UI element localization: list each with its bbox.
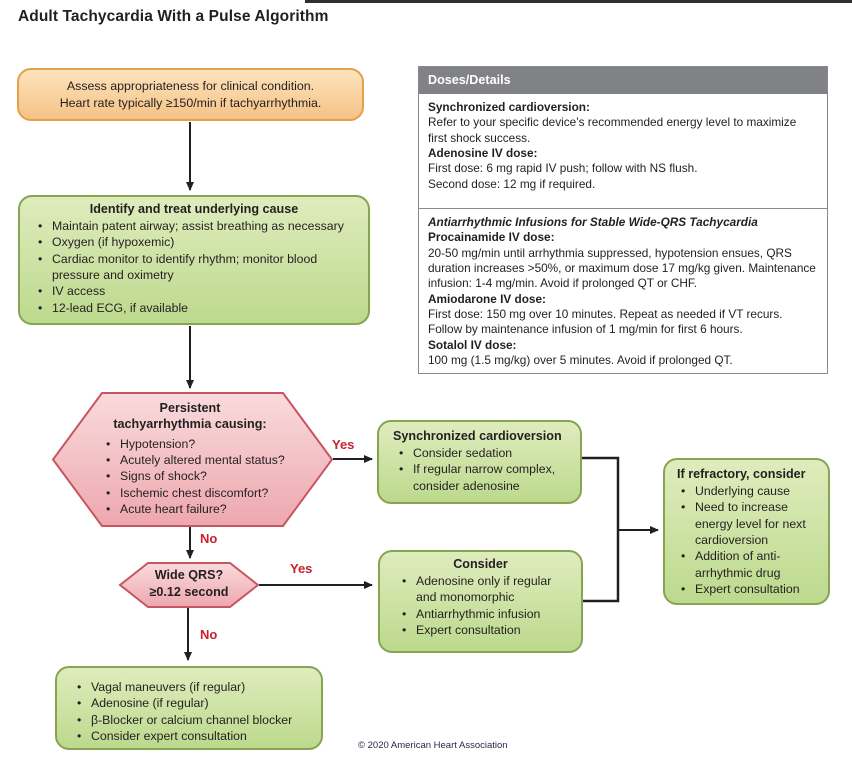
list-item: • Cardiac monitor to identify rhythm; monitor blood pressure and oximetry	[38, 251, 360, 284]
label-no-wide-qrs: No	[200, 627, 218, 642]
list-item: • Expert consultation	[681, 581, 820, 597]
dd-line: Refer to your specific device’s recommended energy level to maximize first shock success.	[428, 115, 797, 145]
list-item: • If regular narrow complex, consider adenosine	[399, 461, 572, 494]
persistent-title-line-1: Persistent	[159, 401, 221, 415]
dd-line: First dose: 150 mg over 10 minutes. Repeat as needed if VT recurs. Follow by maintenance infusion of 1 mg/min for first 6 hours.	[428, 306, 783, 337]
list-item: • Acute heart failure?	[106, 501, 314, 517]
list-item: • Consider expert consultation	[77, 728, 313, 744]
refractory-title: If refractory, consider	[677, 467, 806, 481]
list-item: • Need to increase energy level for next cardioversion	[681, 499, 820, 548]
list-item: • β-Blocker or calcium channel blocker	[77, 712, 313, 728]
dd-line: Adenosine IV dose:	[428, 145, 538, 160]
list-item: • Underlying cause	[681, 483, 820, 499]
dd-line: Antiarrhythmic Infusions for Stable Wide-QRS Tachycardia	[428, 215, 758, 229]
node-synchronized-cardioversion	[377, 420, 582, 504]
list-item: • Adenosine (if regular)	[77, 695, 313, 711]
list-item: • Antiarrhythmic infusion	[402, 606, 561, 622]
persistent-hexagon-content	[58, 400, 322, 517]
list-item: • Consider sedation	[399, 445, 572, 461]
dd-line: First dose: 6 mg rapid IV push; follow with NS flush.	[428, 161, 698, 176]
wide-qrs-line-1: Wide QRS?	[154, 568, 224, 582]
node-stable-narrow-treatments	[55, 666, 323, 750]
node-if-refractory-consider	[663, 458, 830, 605]
dd-line: 100 mg (1.5 mg/kg) over 5 minutes. Avoid if prolonged QT.	[428, 352, 733, 367]
list-item: • Hypotension?	[106, 436, 314, 452]
list-item: • IV access	[38, 283, 360, 299]
refractory-bullet-list	[665, 483, 828, 597]
list-item: • 12-lead ECG, if available	[38, 300, 360, 316]
node-identify-underlying-cause	[18, 195, 370, 325]
copyright-notice: © 2020 American Heart Association	[358, 740, 508, 751]
list-item: • Maintain patent airway; assist breathing as necessary	[38, 218, 360, 234]
identify-title: Identify and treat underlying cause	[89, 202, 299, 216]
dd-line: Synchronized cardioversion:	[428, 100, 590, 114]
list-item: • Adenosine only if regular and monomorphic	[402, 573, 561, 606]
node-consider	[378, 550, 583, 653]
list-item: • Expert consultation	[402, 622, 561, 638]
dd-line: Procainamide IV dose:	[428, 230, 555, 245]
list-item: • Addition of anti-arrhythmic drug	[681, 548, 820, 581]
list-item: • Oxygen (if hypoxemic)	[38, 234, 360, 250]
dd-line: 20-50 mg/min until arrhythmia suppressed, hypotension ensues, QRS duration increases >50%, or maximum dose 17 mg/kg given. Maintenance infusion: 1-4 mg/min. Avoid if prolonged QT or CHF.	[428, 245, 816, 291]
persistent-bullet-list	[58, 436, 322, 518]
assess-line-2: Heart rate typically ≥150/min if tachyarrhythmia.	[59, 95, 322, 110]
doses-section-antiarrhythmic-infusions	[419, 208, 827, 372]
wide-qrs-line-2: ≥0.12 second	[149, 585, 229, 600]
label-no-persistent: No	[200, 531, 218, 546]
assess-line-1: Assess appropriateness for clinical condition.	[66, 79, 315, 94]
dd-line: Second dose: 12 mg if required.	[428, 176, 596, 191]
doses-details-panel	[418, 66, 828, 374]
sync-cardioversion-bullet-list	[379, 445, 580, 494]
list-item: • Acutely altered mental status?	[106, 452, 314, 468]
node-assess-appropriateness	[17, 68, 364, 121]
label-yes-wide-qrs: Yes	[290, 561, 313, 576]
dd-line: Sotalol IV dose:	[428, 337, 517, 352]
list-item: • Signs of shock?	[106, 468, 314, 484]
dd-line: Amiodarone IV dose:	[428, 291, 546, 306]
sync-cardioversion-title: Synchronized cardioversion	[393, 429, 562, 443]
consider-title: Consider	[453, 557, 508, 571]
doses-section-cardioversion-adenosine	[419, 94, 827, 208]
list-item: • Ischemic chest discomfort?	[106, 485, 314, 501]
persistent-title-line-2: tachyarrhythmia causing:	[113, 417, 267, 432]
identify-bullet-list	[20, 218, 368, 316]
doses-details-header: Doses/Details	[419, 67, 827, 94]
page-title: Adult Tachycardia With a Pulse Algorithm	[18, 8, 329, 25]
consider-bullet-list	[380, 573, 581, 638]
stable-narrow-bullet-list	[57, 679, 321, 744]
connector-merge-line	[582, 458, 618, 601]
label-yes-persistent: Yes	[332, 437, 355, 452]
list-item: • Vagal maneuvers (if regular)	[77, 679, 313, 695]
wide-qrs-hexagon-content	[120, 567, 258, 602]
